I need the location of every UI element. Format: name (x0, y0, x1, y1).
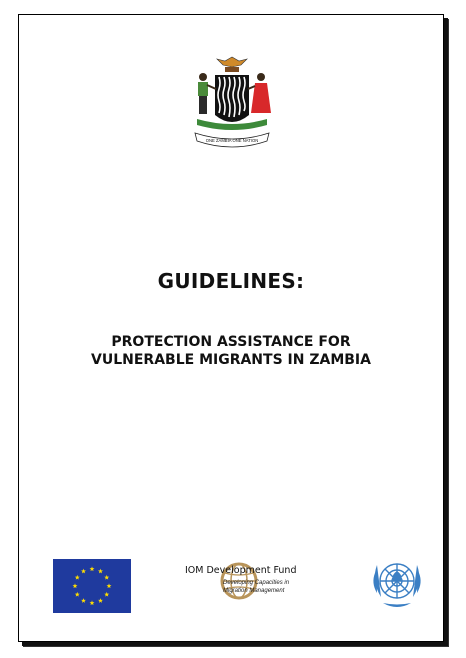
iom-tagline (223, 579, 289, 595)
iom-logo (185, 561, 297, 607)
document-page (18, 14, 444, 642)
motto-text: ONE ZAMBIA ONE NATION (205, 138, 259, 143)
eu-flag-icon (53, 559, 131, 613)
document-subtitle (19, 333, 443, 369)
un-emblem-icon (365, 553, 429, 613)
iom-tagline-line-2: Migration Management (223, 588, 285, 594)
zambia-coat-of-arms-icon (187, 53, 277, 157)
iom-name: IOM Development Fund (185, 565, 297, 576)
iom-tagline-line-1: Developing Capacities in (223, 580, 290, 586)
subtitle-line-2: VULNERABLE MIGRANTS IN ZAMBIA (91, 352, 371, 368)
document-title: GUIDELINES: (157, 269, 305, 293)
subtitle-line-1: PROTECTION ASSISTANCE FOR (111, 334, 351, 350)
